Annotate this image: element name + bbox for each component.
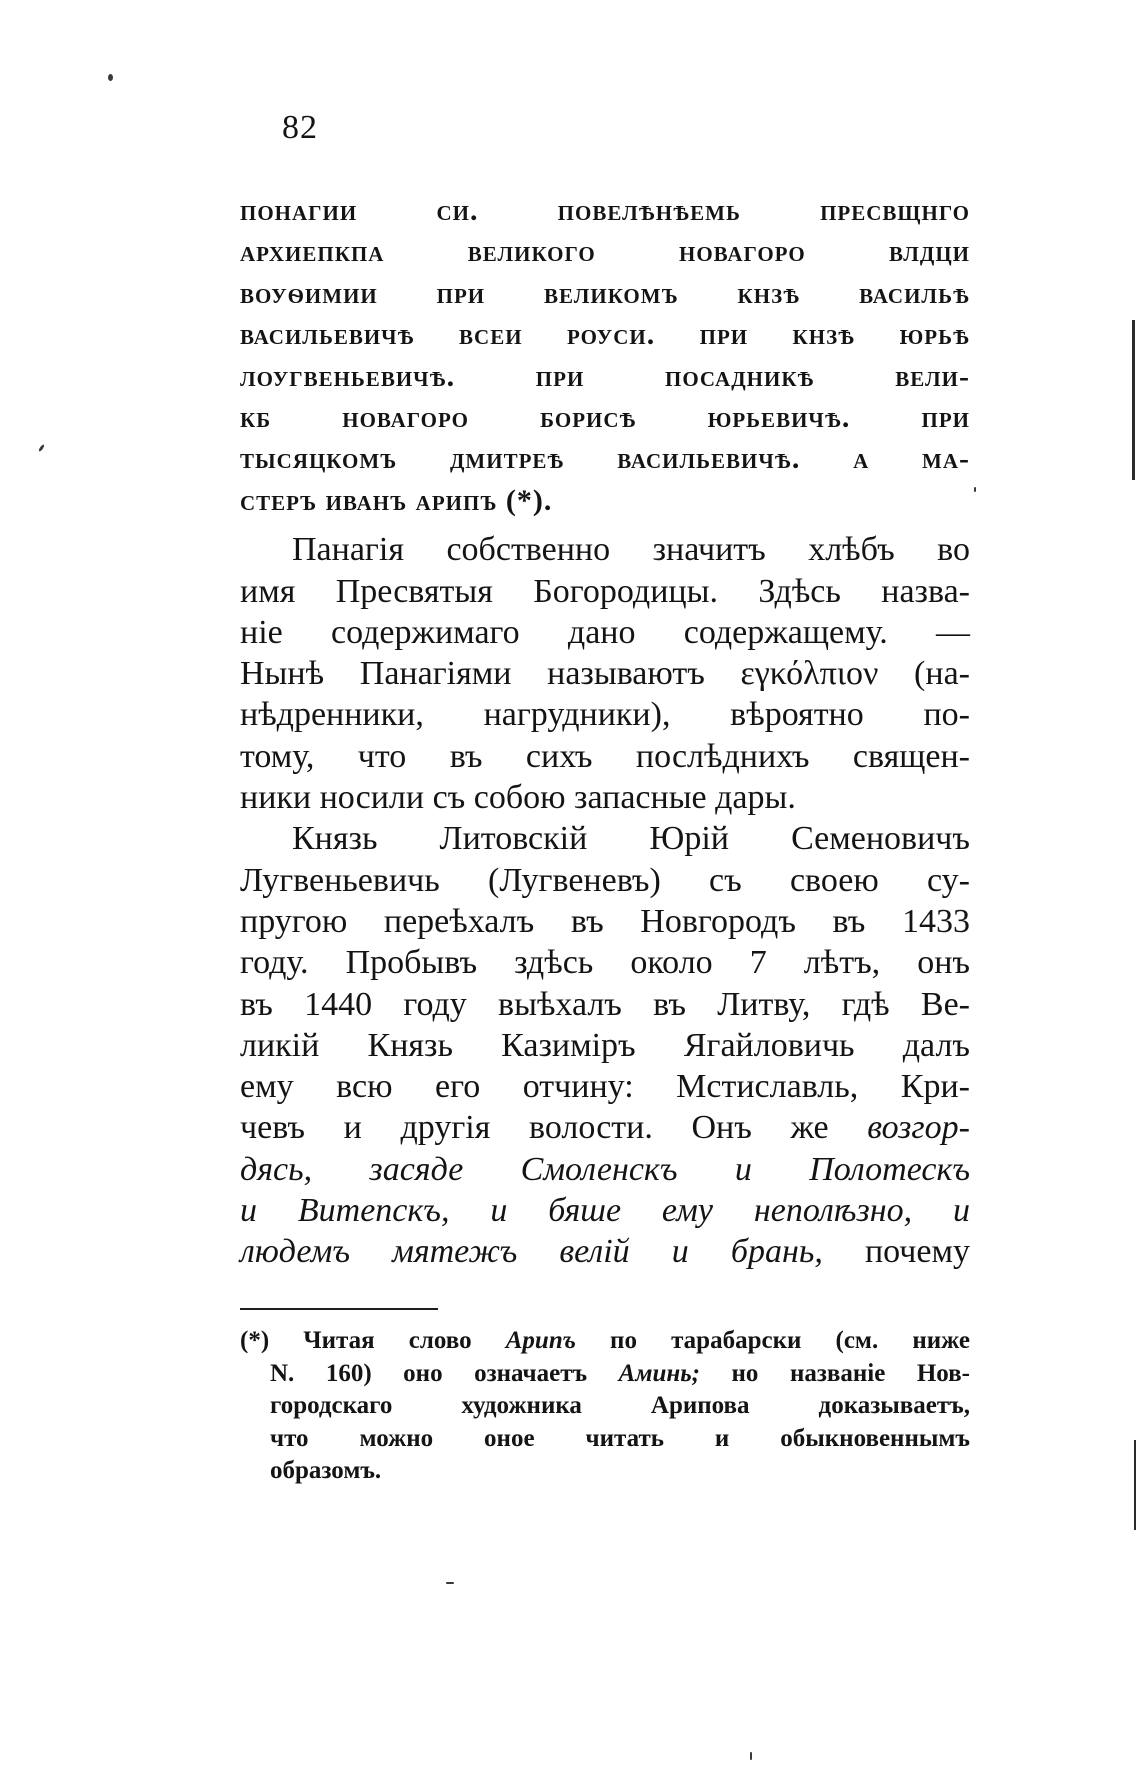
italic-quote: дясь, засяде Смоленскъ и Полотескъ — [240, 1150, 970, 1188]
scan-edge-line — [1132, 320, 1135, 480]
scan-speck — [108, 74, 113, 81]
italic-quote: людемъ мятежъ велій и брань, — [240, 1233, 823, 1271]
paragraph-line: ему всю его отчину: Мстиславль, Кри- — [240, 1068, 970, 1106]
scan-speck — [974, 487, 976, 492]
paragraph-text: чевъ и другія волости. Онъ же — [240, 1109, 829, 1147]
italic-quote: и Витепскъ, и бяше ему неполѣзно, и — [240, 1192, 970, 1229]
footnote-line — [240, 1358, 970, 1391]
footnote-line: образомъ. — [270, 1457, 382, 1484]
paragraph-line: въ 1440 году выѣхалъ въ Литву, гдѣ Ве- — [240, 985, 970, 1023]
footnote-divider — [240, 1308, 438, 1310]
scan-speck — [38, 444, 45, 452]
paragraph-text: почему — [864, 1233, 970, 1271]
footnote — [240, 1325, 970, 1488]
italic-quote: возгор- — [867, 1109, 970, 1147]
paragraph-line: Панагія собственно значитъ хлѣбъ во — [292, 531, 970, 569]
inscription-line: тысяцкомъ дмитреѣ васильевичѣ. а ма- — [240, 442, 970, 476]
paragraph-line — [240, 1231, 970, 1272]
paragraph-line: Князь Литовскій Юрій Семеновичъ — [292, 820, 970, 858]
inscription-line: воуѳимии при великомъ кнзѣ васильѣ — [240, 276, 970, 310]
paragraph-line: ликій Князь Казиміръ Ягайловичь далъ — [240, 1026, 970, 1064]
main-text — [240, 190, 970, 1273]
paragraph-line: ники носили съ собою запасные дары. — [240, 779, 796, 817]
footnote-italic: Аминь; — [618, 1359, 700, 1387]
paragraph-line: тому, что въ сихъ послѣднихъ священ- — [240, 737, 970, 775]
paragraph-line: ніе содержимаго дано содержащему. — — [240, 613, 970, 651]
footnote-text: (*) Читая слово — [240, 1327, 472, 1354]
paragraph-line: году. Пробывъ здѣсь около 7 лѣтъ, онъ — [240, 944, 970, 982]
inscription-line: кб новагоро борисѣ юрьевичѣ. при — [240, 401, 970, 435]
paragraph-prince-yuri — [240, 818, 970, 1272]
footnote-line: городскаго художника Арипова доказываетъ, — [270, 1392, 970, 1419]
paragraph-panagia — [240, 529, 970, 818]
paragraph-line: Нынѣ Панагіями называютъ εγκόλπιον (на- — [240, 655, 970, 693]
inscription-line: лоугвеньевичѣ. при посадникѣ вели- — [240, 359, 970, 393]
inscription-line: понагии си. повелѣнѣемь пресвщнго — [240, 194, 970, 227]
inscription-line: стеръ иванъ арипъ (*). — [240, 483, 553, 517]
footnote-italic: Арипъ — [505, 1327, 576, 1354]
inscription-block — [240, 190, 970, 521]
scan-speck — [446, 1582, 454, 1584]
inscription-line: архиепкпа великого новагоро влдци — [240, 235, 970, 269]
scan-speck — [750, 1752, 752, 1760]
footnote-text: по тарабарски (см. ниже — [610, 1327, 971, 1354]
footnote-line: что можно оное читать и обыкновеннымъ — [270, 1424, 970, 1452]
footnote-line — [240, 1325, 970, 1358]
paragraph-line: нѣдренники, нагрудники), вѣроятно по- — [240, 696, 970, 734]
inscription-line: васильевичѣ всеи роуси. при кнзѣ юрьѣ — [240, 318, 970, 352]
footnote-text: но названіе Нов- — [731, 1359, 971, 1387]
paragraph-line: Лугвеньевичь (Лугвеневъ) съ своею су- — [240, 861, 970, 899]
paragraph-line: пругою переѣхалъ въ Новгородъ въ 1433 — [240, 902, 970, 940]
paragraph-line — [240, 1107, 970, 1148]
page-number: 82 — [282, 109, 318, 146]
footnote-text: N. 160) оно означаетъ — [270, 1359, 588, 1387]
paragraph-line: имя Пресвятыя Богородицы. Здѣсь назва- — [240, 572, 970, 610]
scan-edge-line — [1134, 1440, 1136, 1530]
